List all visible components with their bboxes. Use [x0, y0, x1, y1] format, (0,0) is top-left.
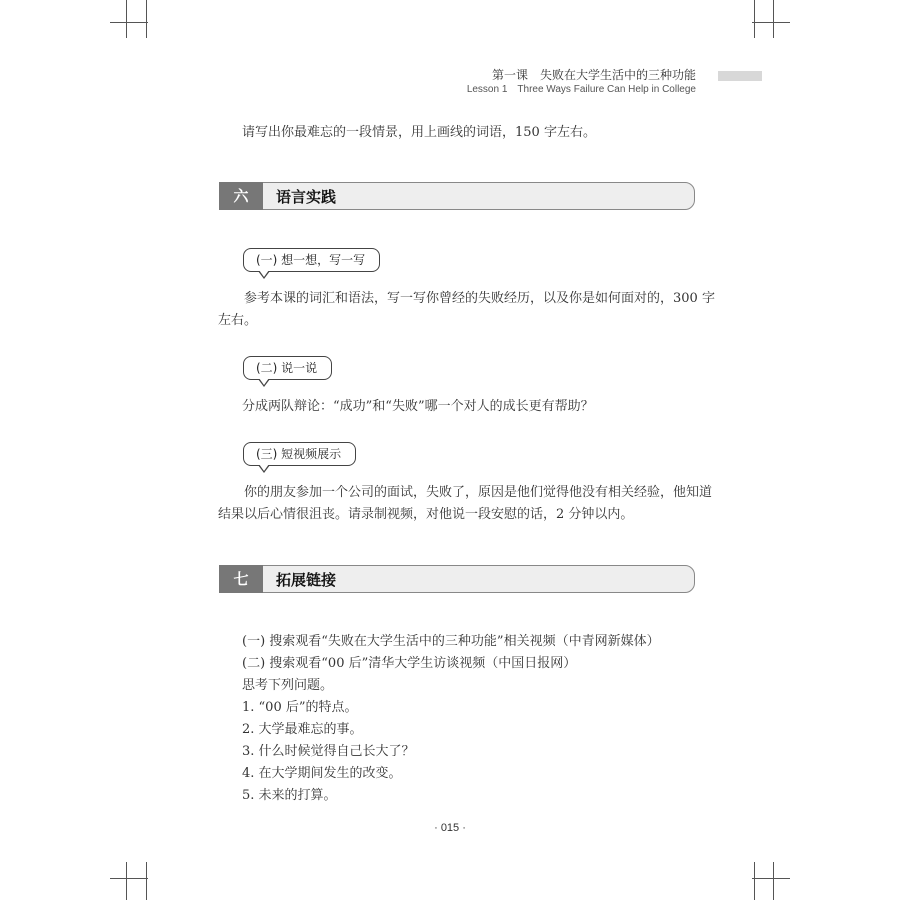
- list-item: (一) 搜索观看“失败在大学生活中的三种功能”相关视频（中青网新媒体）: [242, 634, 660, 649]
- paragraph-speak: 分成两队辩论：“成功”和“失败”哪一个对人的成长更有帮助？: [242, 399, 594, 414]
- list-item: 1. “00 后”的特点。: [242, 700, 358, 715]
- list-item: 2. 大学最难忘的事。: [242, 722, 363, 737]
- subsection-label-speak: (二) 说一说: [243, 356, 332, 380]
- intro-paragraph: 请写出你最难忘的一段情景，用上画线的词语，150 字左右。: [242, 125, 596, 140]
- crop-mark: [126, 862, 127, 900]
- paragraph-video-line2: 结果以后心情很沮丧。请录制视频，对他说一段安慰的话，2 分钟以内。: [218, 507, 634, 522]
- running-header-en: Lesson 1 Three Ways Failure Can Help in College: [466, 84, 696, 95]
- paragraph-video-line1: 你的朋友参加一个公司的面试，失败了，原因是他们觉得他没有相关经验，他知道: [244, 485, 713, 500]
- section-7-banner: [219, 565, 695, 593]
- crop-mark: [146, 0, 147, 38]
- running-header-zh: 第一课 失败在大学生活中的三种功能: [491, 68, 696, 82]
- section-title: 语言实践: [276, 188, 337, 206]
- paragraph-write-line1: 参考本课的词汇和语法，写一写你曾经的失败经历，以及你是如何面对的，300 字: [244, 291, 715, 306]
- list-item: 4. 在大学期间发生的改变。: [242, 766, 402, 781]
- list-item: 思考下列问题。: [242, 678, 334, 693]
- crop-mark: [146, 862, 147, 900]
- extension-list: [242, 631, 660, 807]
- section-title: 拓展链接: [276, 571, 337, 589]
- crop-mark: [110, 878, 148, 879]
- header-decor-bar: [718, 71, 762, 81]
- list-item: (二) 搜索观看“00 后”清华大学生访谈视频（中国日报网）: [242, 656, 577, 671]
- paragraph-write-line2: 左右。: [218, 313, 258, 328]
- section-number: 六: [219, 182, 263, 210]
- list-item: 5. 未来的打算。: [242, 788, 337, 803]
- section-6-banner: [219, 182, 695, 210]
- list-item: 3. 什么时候觉得自己长大了？: [242, 744, 415, 759]
- page-number: · 015 ·: [434, 822, 466, 834]
- crop-mark: [754, 0, 755, 38]
- crop-mark: [773, 0, 774, 38]
- crop-mark: [126, 0, 127, 38]
- crop-mark: [752, 22, 790, 23]
- subsection-label-video: (三) 短视频展示: [243, 442, 356, 466]
- subsection-label-write: (一) 想一想，写一写: [243, 248, 380, 272]
- crop-mark: [752, 878, 790, 879]
- section-number: 七: [219, 565, 263, 593]
- crop-mark: [110, 22, 148, 23]
- crop-mark: [773, 862, 774, 900]
- crop-mark: [754, 862, 755, 900]
